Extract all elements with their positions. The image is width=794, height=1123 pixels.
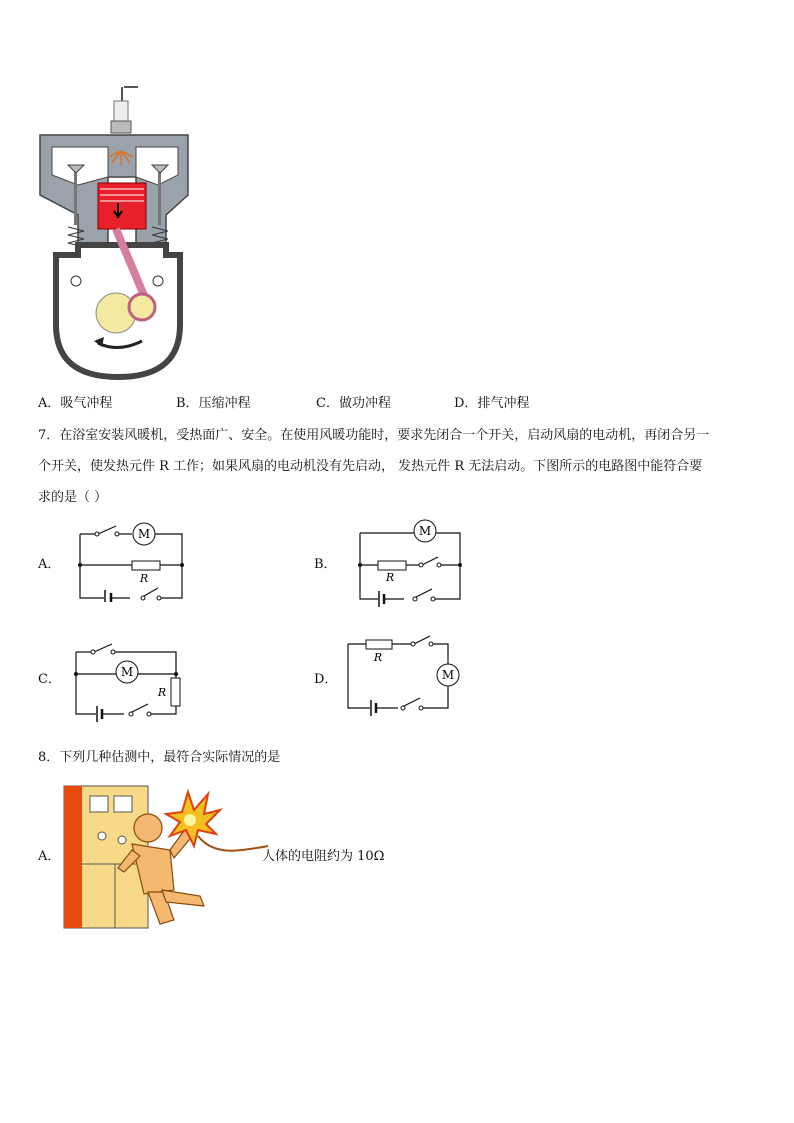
q7-circuit-b[interactable] xyxy=(354,517,469,607)
electric-shock-illustration xyxy=(62,784,272,932)
engine-stroke-figure xyxy=(38,85,198,385)
q6-option-d[interactable] xyxy=(454,396,529,412)
q7-option-b-label[interactable]: B． xyxy=(314,557,337,572)
q7-line-3: 求的是（ ） xyxy=(38,490,108,505)
q6-option-a-letter: A． xyxy=(38,396,61,411)
motor-symbol-c: M xyxy=(120,665,134,679)
resistor-symbol-d: R xyxy=(373,651,383,664)
q8-question: 8．下列几种估测中，最符合实际情况的是 xyxy=(38,750,281,765)
q7-circuit-a[interactable] xyxy=(74,518,189,602)
q6-option-b[interactable] xyxy=(176,396,251,412)
motor-symbol-d: M xyxy=(441,668,455,682)
q6-option-c-text: 做功冲程 xyxy=(338,396,391,411)
resistor-symbol-c: R xyxy=(157,686,167,699)
q7-line-2: 个开关，使发热元件 R 工作；如果风扇的电动机没有先启动， 发热元件 R 无法启动。下图所示的电路图中能符合要 xyxy=(38,459,703,474)
q8-option-a-label[interactable]: A． xyxy=(38,849,61,864)
motor-symbol-a: M xyxy=(137,527,151,541)
q6-option-c-letter: C． xyxy=(316,396,339,411)
q6-option-d-letter: D． xyxy=(454,396,478,411)
q6-option-a-text: 吸气冲程 xyxy=(60,396,113,411)
q7-option-c-label[interactable]: C． xyxy=(38,672,61,687)
motor-symbol-b: M xyxy=(418,524,432,538)
q6-option-d-text: 排气冲程 xyxy=(477,396,530,411)
q7-circuit-d[interactable] xyxy=(342,630,467,716)
q6-option-a[interactable] xyxy=(38,396,112,412)
q7-line-1: 7．在浴室安装风暖机，受热面广、安全。在使用风暖功能时，要求先闭合一个开关，启动风扇的电动机，再闭合另一 xyxy=(38,428,710,443)
q6-option-b-letter: B． xyxy=(176,396,199,411)
q7-question xyxy=(38,420,758,513)
q8-option-a-caption: 人体的电阻约为 10Ω xyxy=(262,849,385,864)
q6-option-b-text: 压缩冲程 xyxy=(198,396,251,411)
q6-option-c[interactable] xyxy=(316,396,391,412)
resistor-symbol-a: R xyxy=(139,572,149,585)
q7-option-d-label[interactable]: D． xyxy=(314,672,338,687)
resistor-symbol-b: R xyxy=(385,571,395,584)
q7-option-a-label[interactable]: A． xyxy=(38,557,61,572)
q7-circuit-c[interactable] xyxy=(70,632,188,722)
